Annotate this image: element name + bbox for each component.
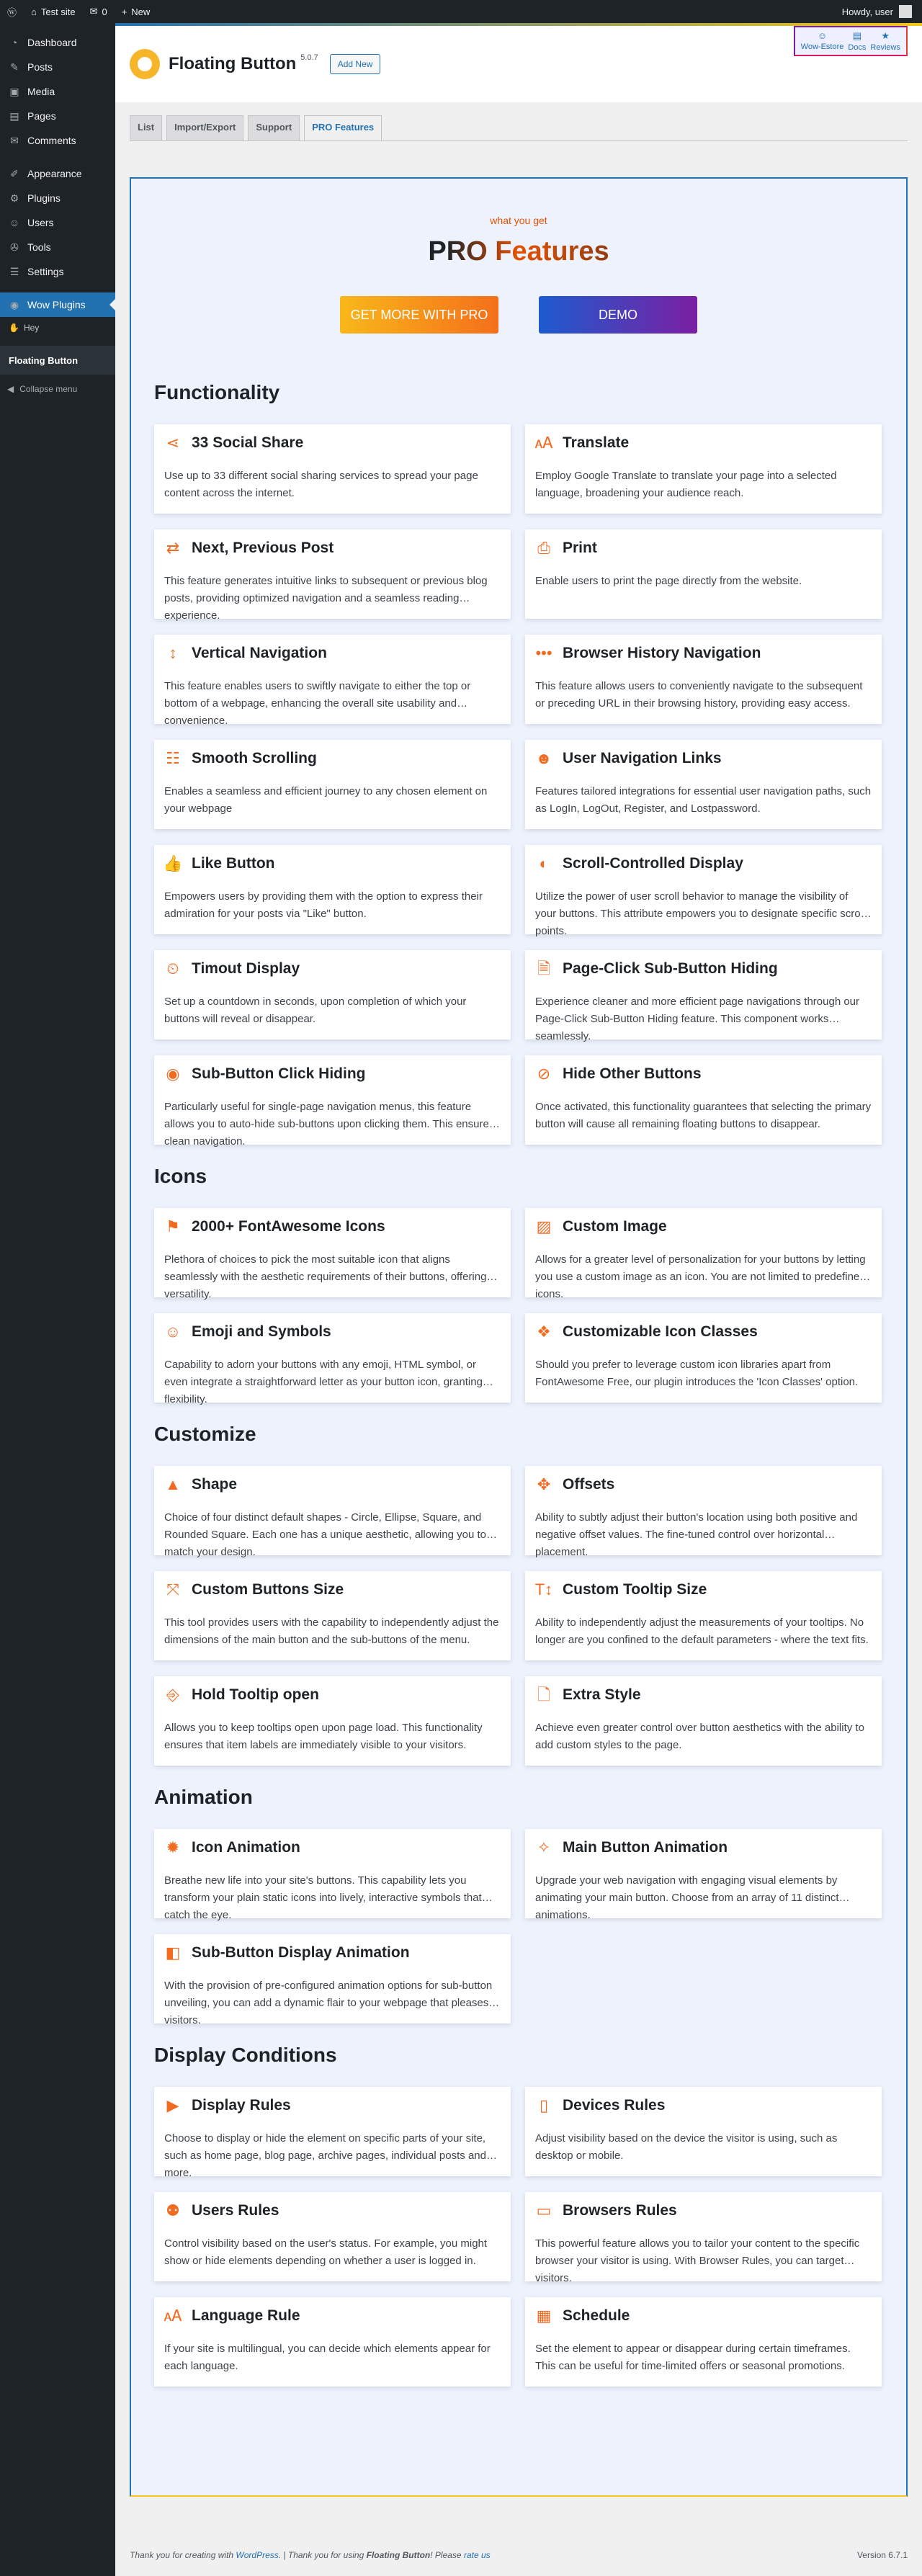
get-pro-button[interactable]: GET MORE WITH PRO bbox=[340, 296, 498, 334]
feature-title: Next, Previous Post bbox=[192, 540, 334, 556]
feature-card bbox=[525, 1466, 882, 1558]
feature-description: Set up a countdown in seconds, upon completion of which your buttons will reveal or disappear. bbox=[164, 996, 467, 1025]
main-content bbox=[115, 23, 922, 2576]
vertical-arrows-icon: ↕ bbox=[169, 644, 177, 662]
wordpress-link[interactable]: WordPress bbox=[236, 2550, 279, 2560]
feature-card bbox=[525, 845, 882, 937]
feature-title: Icon Animation bbox=[192, 1839, 300, 1856]
feature-card bbox=[525, 635, 882, 724]
comments-link[interactable]: ✉ 0 bbox=[89, 6, 107, 17]
sidebar-item-settings[interactable]: ☰ Settings bbox=[0, 259, 115, 284]
admin-sidebar bbox=[0, 23, 115, 2576]
feature-description: Choice of four distinct default shapes - Circle, Ellipse, Square, and Rounded Square. Each one has a unique aesthetic, allowing you to match your design. bbox=[164, 1511, 486, 1558]
feature-card bbox=[525, 2297, 882, 2387]
feature-card bbox=[154, 635, 511, 727]
feature-description: This feature generates intuitive links to subsequent or previous blog posts, providing optimized navigation and a seamless reading experience. bbox=[164, 575, 488, 622]
feature-card bbox=[154, 2087, 511, 2179]
feature-description: Control visibility based on the user's status. For example, you might show or hide elements depending on whether a user is logged in. bbox=[164, 2237, 488, 2267]
feature-grid bbox=[154, 2087, 883, 2387]
sidebar-item-users[interactable]: ☺ Users bbox=[0, 210, 115, 235]
feature-card bbox=[525, 529, 882, 619]
rate-us-link[interactable]: rate us bbox=[463, 2550, 491, 2560]
pages-icon: ▤ bbox=[9, 109, 19, 122]
feature-card bbox=[154, 1571, 511, 1660]
feature-card bbox=[154, 529, 511, 622]
feature-card bbox=[525, 1571, 882, 1660]
feature-description: Upgrade your web navigation with engaging visual elements by animating your main button. Choose from an array of 11 distinct animations. bbox=[535, 1874, 839, 1921]
store-icon: ☺ bbox=[817, 30, 828, 41]
feature-title: Smooth Scrolling bbox=[192, 750, 317, 766]
sidebar-item-wow-plugins[interactable]: ◉ Wow Plugins bbox=[0, 292, 115, 317]
feature-title: Page-Click Sub-Button Hiding bbox=[563, 960, 778, 977]
feature-title: Schedule bbox=[563, 2307, 630, 2324]
feature-card bbox=[154, 950, 511, 1039]
dashboard-icon: ◔ bbox=[11, 37, 18, 48]
browser-icon: ▭ bbox=[536, 2201, 552, 2219]
translate-icon: 🗚 bbox=[534, 434, 553, 452]
feature-title: Devices Rules bbox=[563, 2097, 666, 2114]
wave-icon: ✋ bbox=[9, 323, 19, 333]
home-icon: ⌂ bbox=[31, 6, 37, 17]
feature-title: Custom Image bbox=[563, 1218, 667, 1235]
pro-features-panel bbox=[130, 177, 908, 2497]
timer-icon: ⏲ bbox=[166, 960, 179, 978]
sidebar-item-appearance[interactable]: ✐ Appearance bbox=[0, 161, 115, 186]
add-new-button[interactable]: Add New bbox=[330, 54, 381, 74]
shapes-icon: ▲ bbox=[165, 1475, 181, 1493]
feature-title: Hold Tooltip open bbox=[192, 1686, 319, 1703]
feature-grid bbox=[154, 424, 883, 1148]
comment-icon: ✉ bbox=[89, 6, 98, 17]
plugin-logo bbox=[130, 49, 160, 79]
section-title: Animation bbox=[154, 1786, 253, 1808]
feature-card bbox=[525, 740, 882, 829]
plugin-header bbox=[115, 23, 922, 102]
pin-icon: ✎ bbox=[10, 61, 19, 73]
admin-footer bbox=[130, 2550, 908, 2560]
feature-card bbox=[154, 1466, 511, 1558]
thumbs-up-icon: 👍 bbox=[163, 854, 183, 872]
avatar bbox=[899, 5, 912, 18]
feature-title: Sub-Button Click Hiding bbox=[192, 1065, 366, 1082]
feature-description: Once activated, this functionality guarantees that selecting the primary button will cause all remaining floating buttons to disappear. bbox=[535, 1101, 872, 1130]
feature-description: Adjust visibility based on the device the visitor is using, such as desktop or mobile. bbox=[535, 2132, 838, 2162]
feature-card bbox=[525, 950, 882, 1042]
feature-title: Language Rule bbox=[192, 2307, 300, 2324]
tab-pro-features[interactable]: PRO Features bbox=[304, 115, 382, 140]
sidebar-current-plugin[interactable]: Floating Button bbox=[0, 346, 115, 375]
feature-card bbox=[154, 2297, 511, 2387]
feature-description: Enables a seamless and efficient journey to any chosen element on your webpage bbox=[164, 785, 488, 815]
arrows-icon: ⇄ bbox=[166, 539, 180, 557]
feature-description: Ability to independently adjust the measurements of your tooltips. No longer are you confined to the default parameters - where the text fits. bbox=[535, 1616, 869, 1646]
feature-description: Capability to adorn your buttons with any emoji, HTML symbol, or even integrate a straightforward letter as your button icon, granting flexibility. bbox=[164, 1359, 483, 1405]
feature-title: Custom Buttons Size bbox=[192, 1581, 344, 1598]
feature-description: Plethora of choices to pick the most suitable icon that aligns seamlessly with the aesthetic requirements of their buttons, offering versatility. bbox=[164, 1253, 487, 1300]
users-gear-icon: ⚉ bbox=[166, 2201, 180, 2219]
feature-title: Customizable Icon Classes bbox=[563, 1323, 758, 1340]
feature-card bbox=[154, 740, 511, 829]
feature-card bbox=[154, 2192, 511, 2281]
feature-description: If your site is multilingual, you can decide which elements appear for each language. bbox=[164, 2343, 491, 2372]
calendar-icon: ▦ bbox=[536, 2307, 552, 2325]
feature-card bbox=[525, 1829, 882, 1921]
feature-description: This tool provides users with the capability to independently adjust the dimensions of the main button and the sub-buttons of the menu. bbox=[164, 1616, 499, 1646]
sidebar-item-posts[interactable]: ✎ Posts bbox=[0, 55, 115, 79]
door-open-icon: ⎆ bbox=[166, 1686, 179, 1704]
magic-icon: ✧ bbox=[537, 1838, 551, 1856]
feature-description: Ability to subtly adjust their button's location using both positive and negative offset values. The fine-tuned control over horizontal placement. bbox=[535, 1511, 858, 1558]
feature-title: 33 Social Share bbox=[192, 434, 304, 451]
sidebar-item-tools[interactable]: ✇ Tools bbox=[0, 235, 115, 259]
print-icon: ⎙ bbox=[537, 539, 550, 557]
feature-title: Like Button bbox=[192, 855, 275, 872]
page-title: Floating Button bbox=[169, 54, 297, 73]
eye-slash-icon: ⊘ bbox=[537, 1065, 551, 1083]
admin-bar bbox=[0, 0, 922, 23]
feature-title: Extra Style bbox=[563, 1686, 641, 1703]
pro-subtitle: what you get bbox=[490, 215, 547, 226]
sidebar-sub-hey[interactable]: ✋ Hey bbox=[9, 323, 40, 333]
text-height-icon: T↕ bbox=[534, 1580, 553, 1598]
feature-description: Should you prefer to leverage custom icon libraries apart from FontAwesome Free, our plugin introduces the 'Icon Classes' option. bbox=[535, 1359, 859, 1388]
section-title: Icons bbox=[154, 1165, 207, 1187]
feature-description: With the provision of pre-configured animation options for sub-button unveiling, you can add a dynamic flair to your webpage that pleases visitors. bbox=[164, 1980, 493, 2026]
header-links bbox=[794, 26, 908, 56]
toggle-icon: ◐ bbox=[539, 854, 549, 872]
feature-description: Employ Google Translate to translate your page into a selected language, broadening your audience reach. bbox=[535, 470, 837, 499]
feature-card bbox=[154, 1934, 511, 2026]
sidebar-item-comments[interactable]: ✉ Comments bbox=[0, 128, 115, 153]
sliders-icon: ☷ bbox=[166, 749, 180, 767]
section-title: Display Conditions bbox=[154, 2044, 337, 2066]
feature-description: Utilize the power of user scroll behavior to manage the visibility of your buttons. This attribute empowers you to designate specific scroll points. bbox=[535, 890, 866, 937]
swatch-icon: ◧ bbox=[165, 1944, 181, 1962]
feature-card bbox=[525, 424, 882, 514]
feature-card bbox=[525, 2087, 882, 2176]
feature-description: This powerful feature allows you to tailor your content to the specific browser your visitor is using. With Browser Rules, you can target visitors. bbox=[535, 2237, 860, 2284]
header-link-docs[interactable]: ▤ Docs bbox=[848, 30, 867, 52]
section-title: Customize bbox=[154, 1423, 256, 1445]
pro-title: PRO Features bbox=[154, 236, 883, 267]
language-icon: 🗚 bbox=[164, 2307, 182, 2325]
feature-title: Vertical Navigation bbox=[192, 645, 327, 661]
feature-title: Print bbox=[563, 540, 597, 556]
feature-title: Hide Other Buttons bbox=[563, 1065, 702, 1082]
feature-description: Empowers users by providing them with the option to express their admiration for your posts via "Like" button. bbox=[164, 890, 483, 920]
feature-title: Display Rules bbox=[192, 2097, 291, 2114]
dots-icon: ••• bbox=[535, 644, 552, 662]
tab-bar bbox=[130, 115, 908, 141]
feature-description: Breathe new life into your site's buttons. This capability lets you transform your plain static icons into lively, interactive symbols that catch the eye. bbox=[164, 1874, 482, 1921]
feature-title: Main Button Animation bbox=[563, 1839, 728, 1856]
feature-description: Use up to 33 different social sharing services to spread your page content across the internet. bbox=[164, 470, 478, 499]
feature-card bbox=[154, 424, 511, 514]
feature-description: Set the element to appear or disappear during certain timeframes. This can be useful for time-limited offers or seasonal promotions. bbox=[535, 2343, 851, 2372]
feature-title: Translate bbox=[563, 434, 630, 451]
feature-description: This feature enables users to swiftly navigate to either the top or bottom of a webpage, enhancing the overall site usability and convenience. bbox=[164, 680, 471, 727]
sidebar-item-media[interactable]: ▣ Media bbox=[0, 79, 115, 104]
flag-icon: ⚑ bbox=[166, 1217, 180, 1235]
share-icon: ⋖ bbox=[166, 434, 180, 452]
feature-card bbox=[525, 2192, 882, 2284]
header-link-wow-estore[interactable]: ☺ Wow-Estore bbox=[800, 30, 844, 51]
feature-title: Offsets bbox=[563, 1476, 615, 1493]
feature-grid bbox=[154, 1208, 883, 1403]
feature-grid bbox=[154, 1466, 883, 1766]
feature-card bbox=[154, 1676, 511, 1766]
tools-icon: ✇ bbox=[10, 241, 19, 253]
feature-card bbox=[525, 1676, 882, 1766]
site-name-link[interactable]: ⌂ Test site bbox=[31, 6, 76, 17]
tab-import-export[interactable]: Import/Export bbox=[166, 115, 243, 140]
feature-description: Experience cleaner and more efficient page navigations through our Page-Click Sub-Button Hiding feature. This component works seamlessly. bbox=[535, 996, 860, 1042]
feature-card bbox=[525, 1313, 882, 1403]
move-icon: ✥ bbox=[537, 1475, 551, 1493]
sidebar-item-dashboard[interactable]: ◔ Dashboard bbox=[0, 30, 115, 55]
wp-version: Version 6.7.1 bbox=[856, 2550, 908, 2560]
circle-dot-icon: ◉ bbox=[166, 1065, 180, 1083]
feature-description: Features tailored integrations for essential user navigation paths, such as LogIn, LogOut, Register, and Lostpassword. bbox=[535, 785, 872, 815]
comments-icon: ✉ bbox=[10, 134, 19, 146]
expand-icon: ⤧ bbox=[166, 1580, 179, 1598]
tab-support[interactable]: Support bbox=[248, 115, 300, 140]
feature-title: Custom Tooltip Size bbox=[563, 1581, 707, 1598]
footer-thanks: Thank you for creating with WordPress. | Thank you for using Floating Button! Please rate us bbox=[130, 2550, 491, 2560]
feature-title: Emoji and Symbols bbox=[192, 1323, 331, 1340]
media-icon: ▣ bbox=[9, 85, 19, 97]
feature-grid bbox=[154, 1829, 883, 2026]
feature-description: This feature allows users to conveniently navigate to the subsequent or preceding URL in their browsing history, providing easy access. bbox=[535, 680, 863, 710]
feature-title: Users Rules bbox=[192, 2202, 279, 2219]
sidebar-item-pages[interactable]: ▤ Pages bbox=[0, 104, 115, 128]
feature-title: Scroll-Controlled Display bbox=[563, 855, 743, 872]
feature-card bbox=[154, 1208, 511, 1300]
feature-card bbox=[154, 1055, 511, 1148]
wp-logo-icon[interactable]: ⓦ bbox=[7, 6, 17, 18]
feature-description: Allows you to keep tooltips open upon page load. This functionality ensures that item labels are immediately visible to your visitors. bbox=[164, 1722, 483, 1751]
version-badge: 5.0.7 bbox=[300, 53, 318, 62]
feature-title: User Navigation Links bbox=[563, 750, 722, 766]
feature-card bbox=[154, 1829, 511, 1921]
feature-title: Timout Display bbox=[192, 960, 300, 977]
feature-description: Particularly useful for single-page navigation menus, this feature allows you to auto-hide sub-buttons upon clicking them. This ensures clean navigation. bbox=[164, 1101, 495, 1148]
feature-title: Browsers Rules bbox=[563, 2202, 677, 2219]
tab-list[interactable]: List bbox=[130, 115, 162, 140]
header-link-reviews[interactable]: ★ Reviews bbox=[870, 30, 900, 52]
wow-icon: ◉ bbox=[9, 298, 19, 310]
tablet-icon: ▯ bbox=[539, 2096, 549, 2114]
feature-title: Shape bbox=[192, 1476, 238, 1493]
section-title: Functionality bbox=[154, 381, 280, 403]
icons-icon: ❖ bbox=[537, 1323, 551, 1341]
user-link-icon: ☻ bbox=[535, 749, 552, 767]
users-icon: ☺ bbox=[9, 217, 20, 228]
settings-icon: ☰ bbox=[9, 265, 19, 277]
plugins-icon: ⚙ bbox=[9, 192, 19, 204]
collapse-menu-button[interactable]: ◀ Collapse menu bbox=[7, 384, 78, 394]
image-icon: ▨ bbox=[536, 1217, 552, 1235]
plus-icon: + bbox=[121, 6, 127, 17]
feature-description: Allows for a greater level of personalization for your buttons by letting you use a custom image as an icon. You are not limited to predefined icons. bbox=[535, 1253, 866, 1300]
play-icon: ▶ bbox=[166, 2096, 179, 2114]
feature-title: 2000+ FontAwesome Icons bbox=[192, 1218, 385, 1235]
feature-title: Sub-Button Display Animation bbox=[192, 1944, 410, 1961]
file-code-icon: 🗋 bbox=[537, 1686, 550, 1704]
feature-description: Achieve even greater control over button aesthetics with the ability to add custom styles to the page. bbox=[535, 1722, 864, 1751]
demo-button[interactable]: DEMO bbox=[539, 296, 697, 334]
spin-icon: ✹ bbox=[166, 1838, 180, 1856]
feature-title: Browser History Navigation bbox=[563, 645, 761, 661]
docs-icon: ▤ bbox=[852, 30, 862, 41]
appearance-icon: ✐ bbox=[10, 167, 19, 179]
star-icon: ★ bbox=[881, 30, 890, 41]
smile-icon: ☺ bbox=[164, 1323, 182, 1341]
feature-card bbox=[154, 845, 511, 934]
new-content-link[interactable]: + New bbox=[121, 6, 151, 17]
feature-card bbox=[154, 1313, 511, 1403]
feature-description: Enable users to print the page directly from the website. bbox=[535, 575, 802, 587]
feature-card bbox=[525, 1208, 882, 1300]
sidebar-item-plugins[interactable]: ⚙ Plugins bbox=[0, 186, 115, 210]
feature-description: Choose to display or hide the element on specific parts of your site, such as home page, blog page, archive pages, individual posts and more. bbox=[164, 2132, 486, 2179]
collapse-icon: ◀ bbox=[7, 384, 14, 394]
file-icon: 🗎 bbox=[537, 960, 550, 978]
feature-card bbox=[525, 1055, 882, 1145]
my-account[interactable]: Howdy, user bbox=[842, 5, 922, 18]
